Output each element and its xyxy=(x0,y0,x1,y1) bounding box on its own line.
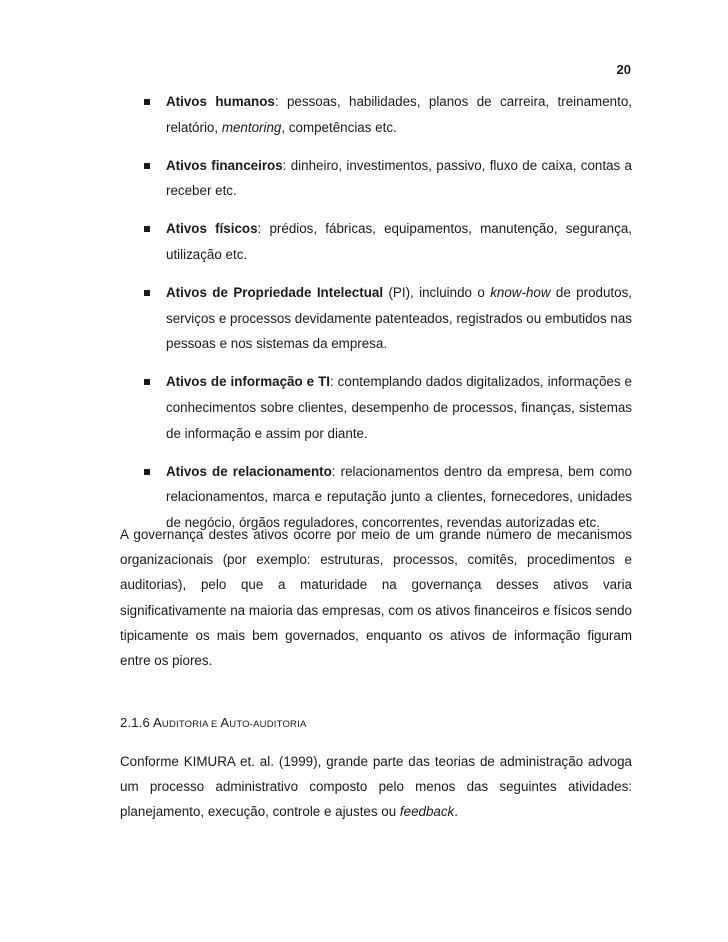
list-item: Ativos humanos: pessoas, habilidades, planos de carreira, treinamento, relatório, mentoring, competências etc. xyxy=(120,89,632,141)
square-bullet-icon xyxy=(144,379,150,385)
governance-paragraph: A governança destes ativos ocorre por meio de um grande número de mecanismos organizacionais (por exemplo: estruturas, processos, comitês, procedimentos e auditorias), pelo que a maturidade na governança desses ativos varia significativamente na maioria das empresas, com os ativos financeiros e físicos sendo tipicamente os mais bem governados, enquanto os ativos de informação figuram entre os piores. xyxy=(120,527,632,669)
term: Ativos de relacionamento xyxy=(166,463,332,479)
list-item: Ativos de relacionamento: relacionamentos dentro da empresa, bem como relacionamentos, marca e reputação junto a clientes, fornecedores, unidades de negócio, órgãos reguladores, concorrentes, revendas autorizadas etc. xyxy=(120,459,632,536)
term: Ativos de Propriedade Intelectual xyxy=(166,284,384,300)
square-bullet-icon xyxy=(144,226,150,232)
list-item: Ativos de informação e TI: contemplando dados digitalizados, informações e conhecimentos sobre clientes, desempenho de processos, finanças, sistemas de informação e assim por diante. xyxy=(120,369,632,446)
term: Ativos de informação e TI xyxy=(166,374,330,390)
page-number: 20 xyxy=(616,62,631,77)
term: Ativos humanos xyxy=(166,94,275,109)
section-heading: 2.1.6 AUDITORIA E AUTO-AUDITORIA xyxy=(120,715,307,730)
square-bullet-icon xyxy=(144,99,150,105)
term: Ativos financeiros xyxy=(166,157,283,173)
square-bullet-icon xyxy=(144,163,150,169)
list-item: Ativos financeiros: dinheiro, investimentos, passivo, fluxo de caixa, contas a receber etc. xyxy=(120,153,632,205)
square-bullet-icon xyxy=(144,469,150,475)
kimura-paragraph: Conforme KIMURA et. al. (1999), grande parte das teorias de administração advoga um processo administrativo composto pelo menos das seguintes atividades: planejamento, execução, controle e ajustes ou feedback. xyxy=(120,754,632,820)
square-bullet-icon xyxy=(144,290,150,296)
term: Ativos físicos xyxy=(166,221,258,237)
list-item: Ativos de Propriedade Intelectual (PI), incluindo o know-how de produtos, serviços e processos devidamente patenteados, registrados ou embutidos nas pessoas e nos sistemas da empresa. xyxy=(120,280,632,357)
list-item: Ativos físicos: prédios, fábricas, equipamentos, manutenção, segurança, utilização etc. xyxy=(120,216,632,268)
asset-types-list xyxy=(120,89,632,548)
